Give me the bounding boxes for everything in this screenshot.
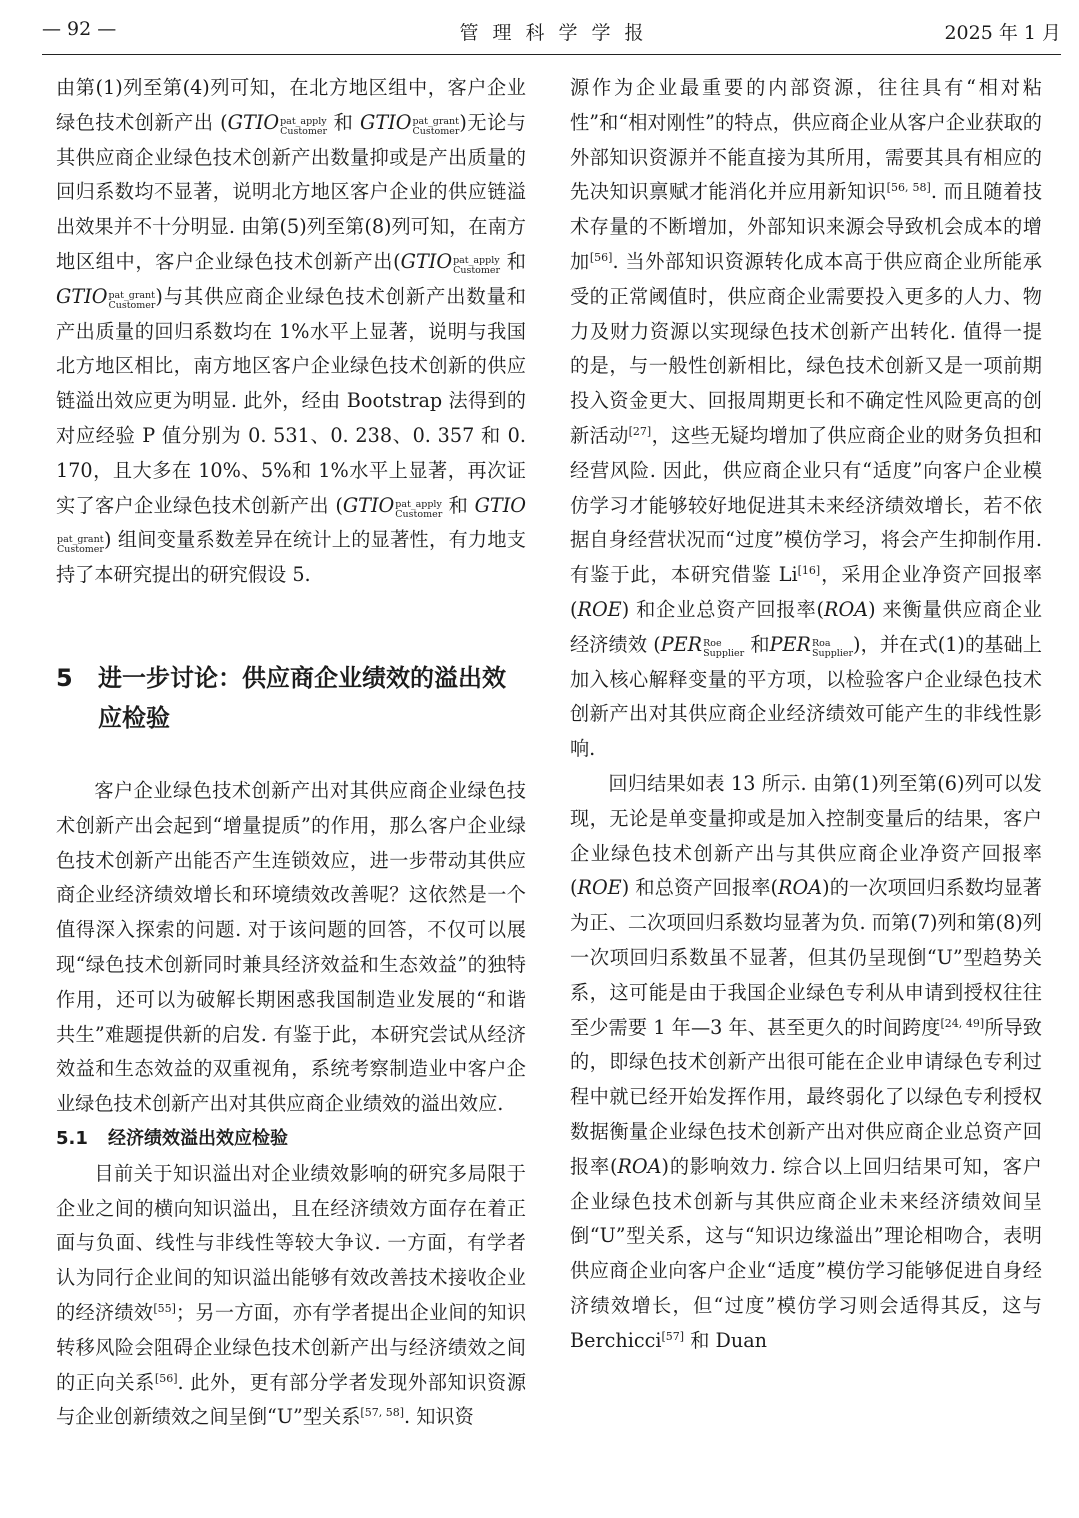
paragraph-intro: 客户企业绿色技术创新产出对其供应商企业绿色技术创新产出会起到“增量提质”的作用，那么客户企业绿色技术创新产出能否产生连锁效应，进一步带动其供应商企业经济绩效增长和环境绩效改善呢？这依然是一个值得深入探索的问题. 对于该问题的回答，不仅可以展现“绿色技术创新同时兼具经济效益和生态效益”的独特作用，还可以为破解长期困惑我国制造业发展的“和谐共生”难题提供新的启发. 有鉴于此，本研究尝试从经济效益和生态效益的双重视角，系统考察制造业中客户企业绿色技术创新产出对其供应商企业绩效的溢出效应.	[56, 779, 526, 1116]
paragraph-knowledge-spillover: 目前关于知识溢出对企业绩效影响的研究多局限于企业之间的横向知识溢出，且在经济绩效方面存在着正面与负面、线性与非线性等较大争议. 一方面，有学者认为同行企业间的知识溢出能够有效改善技术接收企业的经济绩效[55]；另一方面，亦有学者提出企业间的知识转移风险会阻碍企业绿色技术创新产出与经济绩效之间的正向关系[56]. 此外，更有部分学者发现外部知识资源与企业创新绩效之间呈倒“U”型关系[57, 58]. 知识资	[56, 1161, 527, 1429]
page-number: — 92 —	[42, 18, 117, 40]
journal-title: 管理科学学报	[459, 22, 658, 44]
citation: [55]	[153, 1301, 176, 1315]
paragraph-regression-results: 回归结果如表 13 所示. 由第(1)列至第(6)列可以发现，无论是单变量抑或是加入控制变量后的结果，客户企业绿色技术创新产出与其供应商企业净资产回报率(ROE) 和总资产回报率(ROA)的一次项回归系数均显著为正、二次项回归系数均显著为负. 而第(7)列和第(8)列一次项回归系数虽不显著，但其仍呈现倒“U”型趋势关系，这可能是由于我国企业绿色专利从申请到授权往往至少需要 1 年—3 年、甚至更久的时间跨度[24, 49]所导致的，即绿色技术创新产出很可能在企业申请绿色专利过程中就已经开始发挥作用，最终弱化了以绿色专利授权数据衡量企业绿色技术创新产出对供应商企业总资产回报率(ROA)的影响效力. 综合以上回归结果可知，客户企业绿色技术创新与其供应商企业未来经济绩效间呈倒“U”型关系，这与“知识边缘溢出”理论相吻合，表明供应商企业向客户企业“适度”模仿学习能够促进自身经济绩效增长，但“过度”模仿学习则会适得其反，这与 Berchicci[57] 和 Duan	[570, 771, 1042, 1352]
section-title: 进一步讨论：供应商企业绩效的溢出效应检验	[98, 664, 506, 732]
citation: [16]	[797, 564, 821, 578]
page-header	[42, 18, 1061, 52]
left-column-bottom	[56, 774, 526, 1435]
citation: [56]	[589, 250, 613, 264]
subsection-heading: 5.1 经济绩效溢出效应检验	[56, 1127, 288, 1149]
section-number: 5	[56, 664, 73, 692]
citation: [57, 58]	[360, 1406, 404, 1420]
right-column	[570, 71, 1042, 1358]
left-column-top	[56, 71, 526, 593]
issue-date: 2025 年 1 月	[944, 22, 1061, 44]
citation: [56]	[154, 1371, 178, 1385]
paragraph-north-south: 由第(1)列至第(4)列可知，在北方地区组中，客户企业绿色技术创新产出 (GTIO pat_apply Customer 和 GTIO pat_grant Customer )无论与其供应商企业绿色技术创新产出数量抑或是产出质量的回归系数均不显著，说明北方地区客户企业的供应链溢出效果并不十分明显. 由第(5)列至第(8)列可知，在南方地区组中，客户企业绿色技术创新产出(GTIO pat_apply Customer 和 GTIO pat_grant Customer )与其供应商企业绿色技术创新产出数量和产出质量的回归系数均在 1%水平上显著，说明与我国北方地区相比，南方地区客户企业绿色技术创新的供应链溢出效应更为明显. 此外，经由 Bootstrap 法得到的对应经验 P 值分别为 0. 531、0. 238、0. 357 和 0. 170，且大多在 10%、5%和 1%水平上显著，再次证实了客户企业绿色技术创新产出 (GTIO pat_apply Customer 和 GTIO pat_grant Customer ) 组间变量系数差异在统计上的显著性，有力地支持了本研究提出的研究假设 5.	[56, 76, 526, 587]
citation: [27]	[628, 424, 652, 438]
header-rule	[42, 54, 1061, 55]
citation: [24, 49]	[940, 1016, 985, 1030]
citation: [57]	[661, 1329, 685, 1343]
paragraph-knowledge-resource: 源作为企业最重要的内部资源，往往具有“相对粘性”和“相对刚性”的特点，供应商企业从客户企业获取的外部知识资源并不能直接为其所用，需要其具有相应的先决知识禀赋才能消化并应用新知识[56, 58]. 而且随着技术存量的不断增加，外部知识来源会导致机会成本的增加[56]. 当外部知识资源转化成本高于供应商企业所能承受的正常阈值时，供应商企业需要投入更多的人力、物力及财力资源以实现绿色技术创新产出转化. 值得一提的是，与一般性创新相比，绿色技术创新又是一项前期投入资金更大、回报周期更长和不确定性风险更高的创新活动[27]，这些无疑均增加了供应商企业的财务负担和经营风险. 因此，供应商企业只有“适度”向客户企业模仿学习才能够较好地促进其未来经济绩效增长，若不依据自身经营状况而“过度”模仿学习，将会产生抑制作用. 有鉴于此，本研究借鉴 Li[16]，采用企业净资产回报率(ROE) 和企业总资产回报率(ROA) 来衡量供应商企业经济绩效 (PER Roe Supplier 和PER Roa Supplier )，并在式(1)的基础上加入核心解释变量的平方项，以检验客户企业绿色技术创新产出对其供应商企业经济绩效可能产生的非线性影响.	[570, 76, 1043, 761]
citation: [56, 58]	[886, 181, 931, 195]
